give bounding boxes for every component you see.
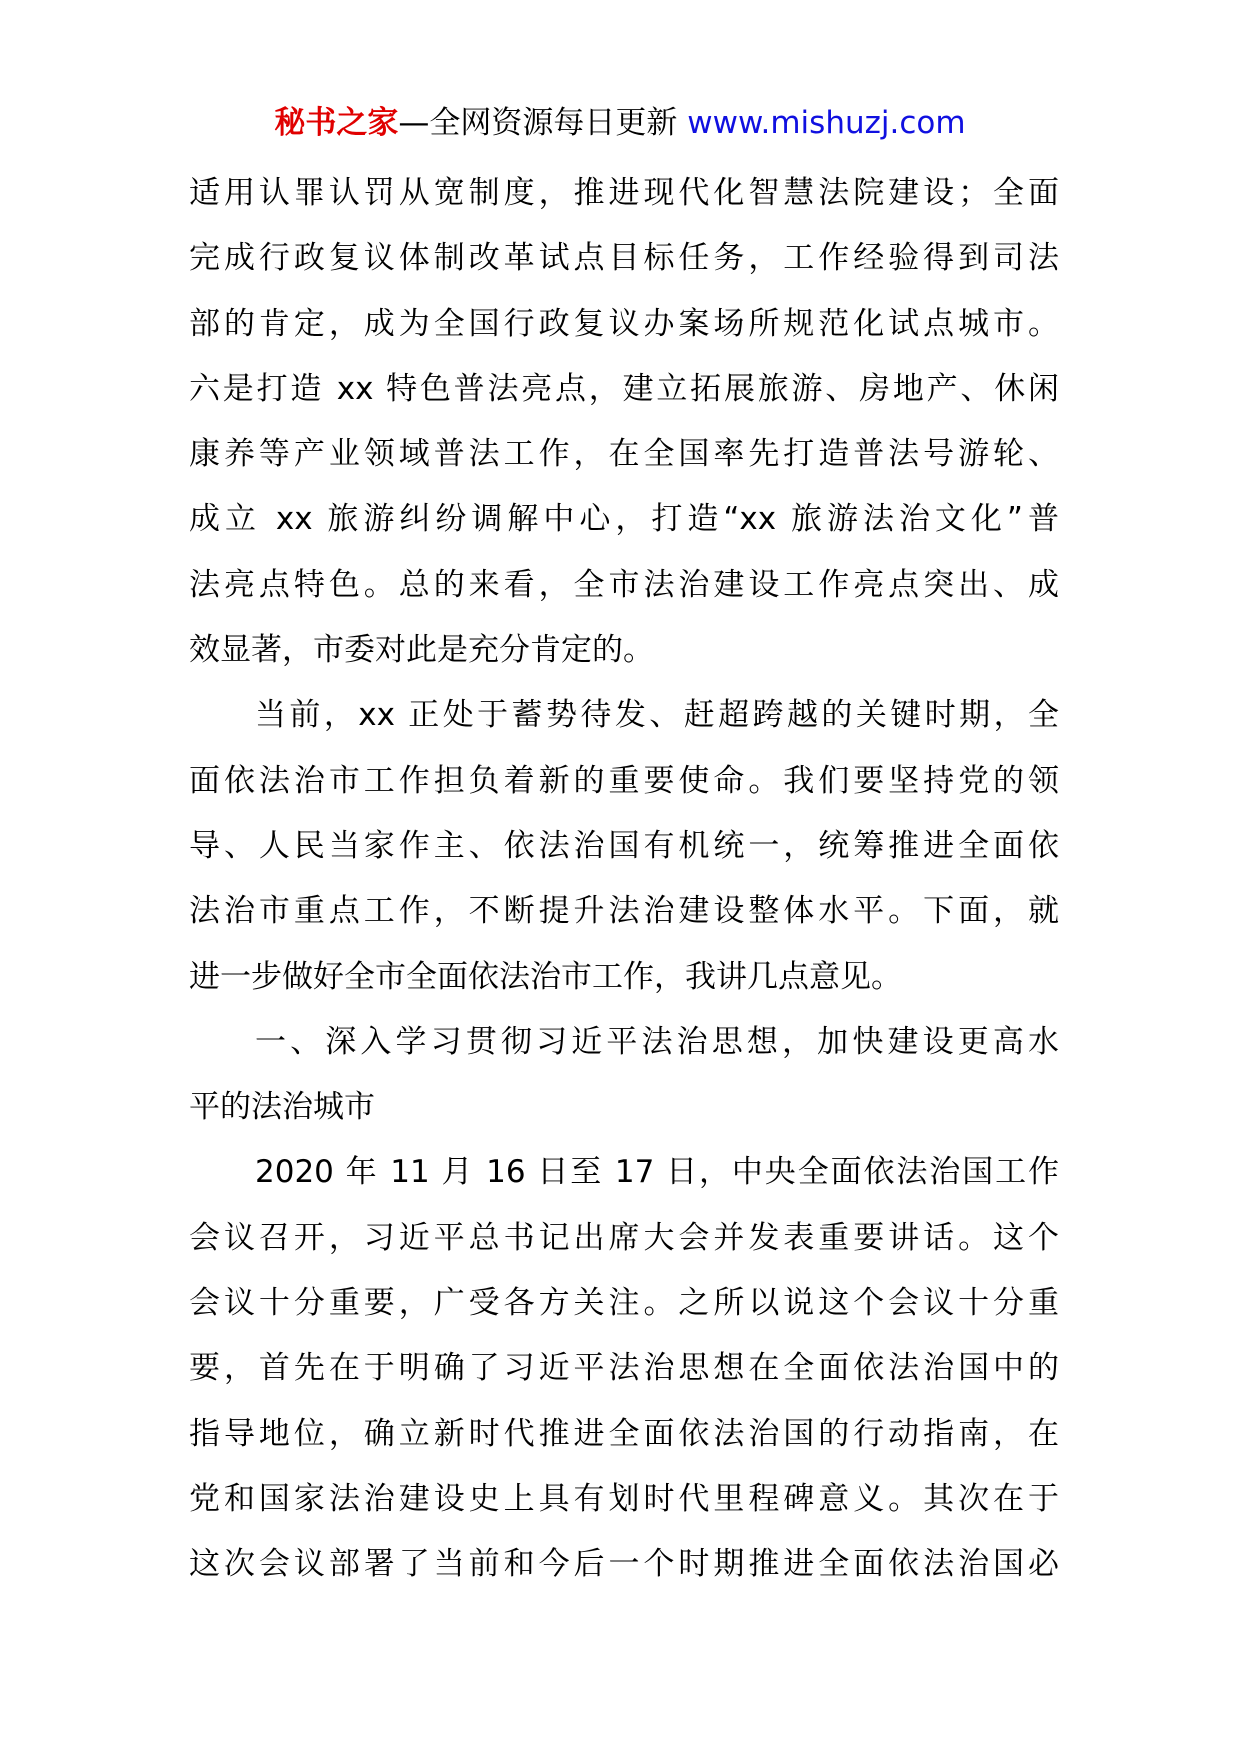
document-body bbox=[189, 161, 1059, 1598]
site-header bbox=[0, 100, 1240, 146]
text-line: 党和国家法治建设史上具有划时代里程碑意义。其次在于 bbox=[189, 1480, 1059, 1517]
text-line: 这次会议部署了当前和今后一个时期推进全面依法治国必 bbox=[189, 1546, 1059, 1583]
text-line: 会议十分重要，广受各方关注。之所以说这个会议十分重 bbox=[189, 1285, 1059, 1322]
text-line: 当前，xx 正处于蓄势待发、赶超跨越的关键时期，全 bbox=[255, 697, 1059, 734]
text-line: 进一步做好全市全面依法治市工作，我讲几点意见。 bbox=[189, 958, 902, 995]
text-line: 面依法治市工作担负着新的重要使命。我们要坚持党的领 bbox=[189, 762, 1059, 799]
text-line: 效显著，市委对此是充分肯定的。 bbox=[189, 632, 654, 669]
text-line: 会议召开，习近平总书记出席大会并发表重要讲话。这个 bbox=[189, 1219, 1059, 1256]
text-line: 导、人民当家作主、依法治国有机统一，统筹推进全面依 bbox=[189, 827, 1059, 864]
text-line: 2020 年 11 月 16 日至 17 日，中央全面依法治国工作 bbox=[255, 1154, 1059, 1191]
section-heading: 平的法治城市 bbox=[189, 1089, 375, 1126]
text-line: 指导地位，确立新时代推进全面依法治国的行动指南，在 bbox=[189, 1415, 1059, 1452]
text-line: 部的肯定，成为全国行政复议办案场所规范化试点城市。 bbox=[189, 305, 1059, 342]
site-brand: 秘书之家 bbox=[274, 105, 399, 141]
site-url-link[interactable]: www.mishuzj.com bbox=[687, 105, 966, 141]
text-line: 适用认罪认罚从宽制度，推进现代化智慧法院建设；全面 bbox=[189, 175, 1059, 211]
text-line: 要，首先在于明确了习近平法治思想在全面依法治国中的 bbox=[189, 1350, 1059, 1387]
text-line: 成立 xx 旅游纠纷调解中心，打造“xx 旅游法治文化”普 bbox=[189, 501, 1059, 538]
text-line: 法治市重点工作，不断提升法治建设整体水平。下面，就 bbox=[189, 893, 1059, 930]
text-line: 康养等产业领域普法工作，在全国率先打造普法号游轮、 bbox=[189, 436, 1059, 473]
site-tagline: —全网资源每日更新 bbox=[398, 105, 688, 141]
text-line: 法亮点特色。总的来看，全市法治建设工作亮点突出、成 bbox=[189, 566, 1059, 603]
section-heading: 一、深入学习贯彻习近平法治思想，加快建设更高水 bbox=[255, 1023, 1059, 1060]
text-line: 完成行政复议体制改革试点目标任务，工作经验得到司法 bbox=[189, 240, 1059, 277]
text-line: 六是打造 xx 特色普法亮点，建立拓展旅游、房地产、休闲 bbox=[189, 370, 1059, 407]
